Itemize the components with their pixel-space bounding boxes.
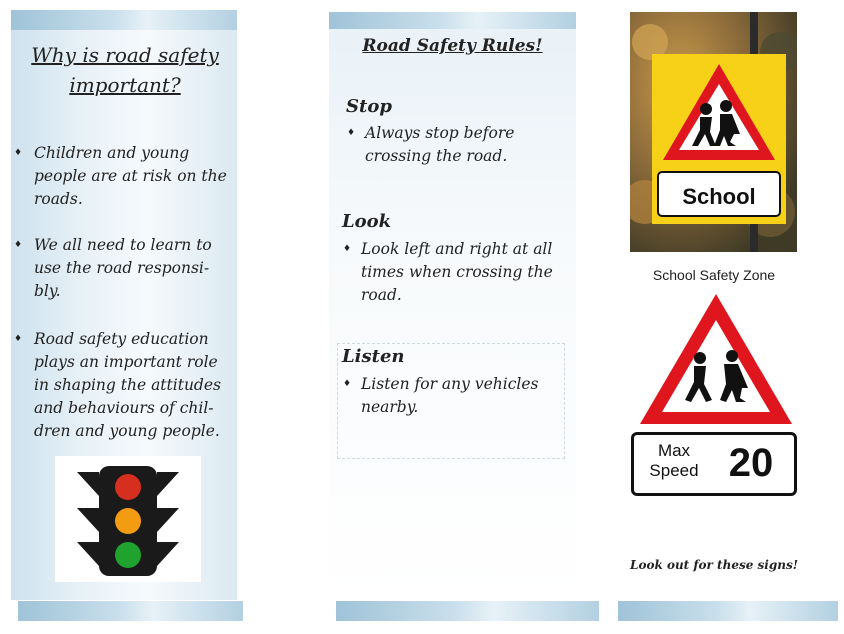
traffic-light-icon xyxy=(55,456,201,582)
left-bullet-3: ♦ Road safety education plays an important role in shaping the attitudes and behaviours of chil-dren and young people. xyxy=(10,328,232,443)
traffic-light-image xyxy=(55,456,201,582)
rule-list-listen xyxy=(340,373,562,419)
middle-top-bar xyxy=(329,12,576,29)
left-bullet-list-3 xyxy=(10,328,232,443)
max-speed-label xyxy=(644,441,704,481)
right-bottom-bar xyxy=(618,601,838,621)
max-label: Max xyxy=(657,441,691,460)
warning-triangle-icon xyxy=(636,290,796,430)
photo-sign-text: School xyxy=(682,184,756,209)
rule-text-listen: ♦ Listen for any vehicles nearby. xyxy=(340,373,562,419)
rule-text-look: ♦ Look left and right at all times when crossing the road. xyxy=(340,238,562,307)
school-sign-photo xyxy=(630,12,797,252)
green-light xyxy=(115,542,141,568)
rules-title: Road Safety Rules! xyxy=(362,36,543,56)
left-bullet-2: ♦ We all need to learn to use the road responsi-bly. xyxy=(10,234,232,303)
rule-list-look xyxy=(340,238,562,307)
rule-heading-stop: Stop xyxy=(346,96,392,117)
school-sign-photo-icon xyxy=(630,12,797,252)
signs-caption: Look out for these signs! xyxy=(630,558,798,572)
left-bullet-1: ♦ Children and young people are at risk on the roads. xyxy=(10,142,232,211)
red-light xyxy=(115,474,141,500)
middle-bottom-bar xyxy=(336,601,599,621)
rule-list-stop xyxy=(344,122,544,168)
left-bullet-list-2 xyxy=(10,234,232,303)
max-speed-sign xyxy=(631,432,797,496)
page-title-why: Why is road safety important? xyxy=(31,43,219,97)
left-top-bar-strip xyxy=(11,10,237,30)
school-warning-sign xyxy=(636,290,796,430)
left-bottom-bar xyxy=(18,601,243,621)
rule-text-stop: ♦ Always stop before crossing the road. xyxy=(344,122,544,168)
left-bullet-list xyxy=(10,142,232,211)
amber-light xyxy=(115,508,141,534)
rule-heading-listen: Listen xyxy=(342,346,405,367)
school-safety-zone-label: School Safety Zone xyxy=(652,267,776,283)
rule-heading-look: Look xyxy=(342,211,392,232)
max-speed-value: 20 xyxy=(728,441,774,485)
speed-label: Speed xyxy=(649,461,699,480)
